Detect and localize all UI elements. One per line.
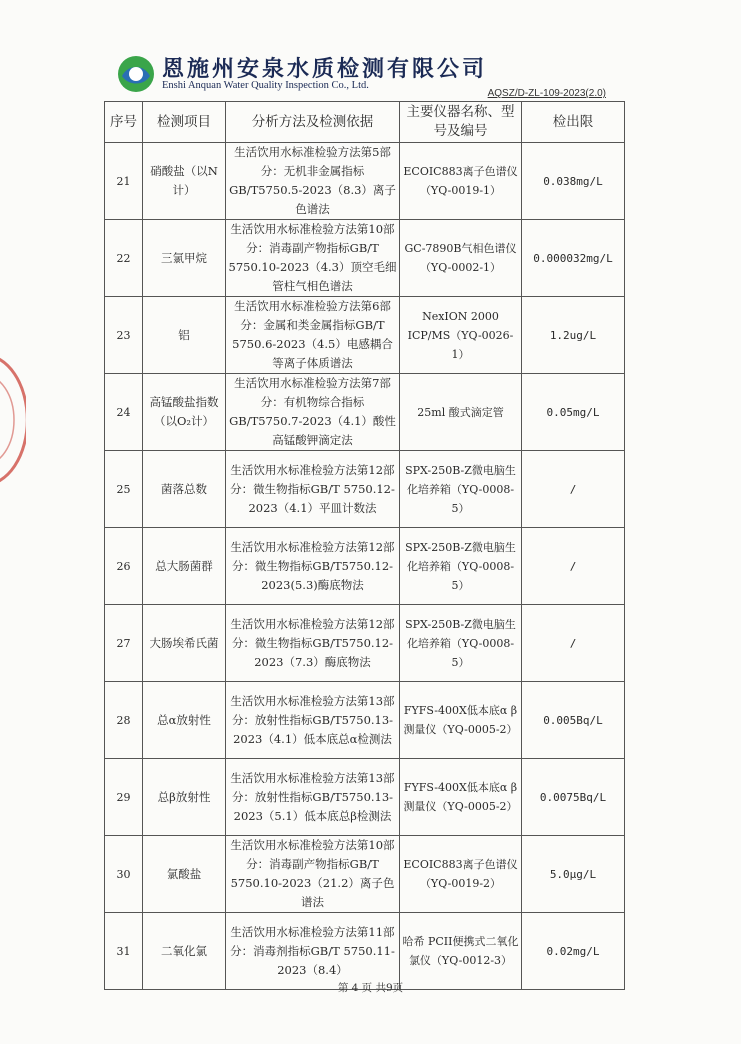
col-limit-header: 检出限 — [522, 102, 625, 143]
row-item: 二氧化氯 — [143, 913, 226, 990]
row-instrument: FYFS-400X低本底α β测量仪（YQ-0005-2） — [400, 682, 522, 759]
row-no: 21 — [105, 143, 143, 220]
row-limit: 0.038mg/L — [522, 143, 625, 220]
table-row — [105, 220, 625, 297]
col-instrument-header: 主要仪器名称、型号及编号 — [400, 102, 522, 143]
document-header — [116, 52, 626, 102]
row-instrument: SPX-250B-Z微电脑生化培养箱（YQ-0008-5） — [400, 605, 522, 682]
col-item-header: 检测项目 — [143, 102, 226, 143]
row-item: 总α放射性 — [143, 682, 226, 759]
table-row — [105, 451, 625, 528]
seal-stamp — [0, 345, 26, 495]
row-instrument: 哈希 PCII便携式二氧化氯仪（YQ-0012-3） — [400, 913, 522, 990]
document-code: AQSZ/D-ZL-109-2023(2.0) — [487, 88, 606, 99]
row-item: 铝 — [143, 297, 226, 374]
row-limit: / — [522, 451, 625, 528]
row-instrument: 25ml 酸式滴定管 — [400, 374, 522, 451]
row-no: 25 — [105, 451, 143, 528]
table-row — [105, 836, 625, 913]
row-method: 生活饮用水标准检验方法第11部分：消毒剂指标GB/T 5750.11-2023（8.4） — [226, 913, 400, 990]
row-limit: / — [522, 605, 625, 682]
row-no: 30 — [105, 836, 143, 913]
row-instrument: SPX-250B-Z微电脑生化培养箱（YQ-0008-5） — [400, 528, 522, 605]
row-no: 29 — [105, 759, 143, 836]
row-limit: 1.2ug/L — [522, 297, 625, 374]
table-row — [105, 374, 625, 451]
row-item: 总β放射性 — [143, 759, 226, 836]
row-instrument: ECOIC883离子色谱仪（YQ-0019-2） — [400, 836, 522, 913]
row-limit: / — [522, 528, 625, 605]
row-method: 生活饮用水标准检验方法第6部分：金属和类金属指标GB/T 5750.6-2023（4.5）电感耦合等离子体质谱法 — [226, 297, 400, 374]
table-row — [105, 682, 625, 759]
page-number: 第 4 页 共9页 — [337, 982, 404, 994]
row-method: 生活饮用水标准检验方法第12部分：微生物指标GB/T 5750.12-2023（4.1）平皿计数法 — [226, 451, 400, 528]
row-no: 28 — [105, 682, 143, 759]
row-limit: 0.005Bq/L — [522, 682, 625, 759]
col-no-header: 序号 — [105, 102, 143, 143]
row-no: 26 — [105, 528, 143, 605]
row-method: 生活饮用水标准检验方法第12部分：微生物指标GB/T5750.12-2023（7.3）酶底物法 — [226, 605, 400, 682]
row-method: 生活饮用水标准检验方法第5部分：无机非金属指标GB/T5750.5-2023（8.3）离子色谱法 — [226, 143, 400, 220]
row-instrument: NexION 2000 ICP/MS（YQ-0026-1） — [400, 297, 522, 374]
row-item: 氯酸盐 — [143, 836, 226, 913]
row-no: 24 — [105, 374, 143, 451]
row-instrument: GC-7890B气相色谱仪（YQ-0002-1） — [400, 220, 522, 297]
row-instrument: ECOIC883离子色谱仪（YQ-0019-1） — [400, 143, 522, 220]
row-method: 生活饮用水标准检验方法第13部分：放射性指标GB/T5750.13-2023（4.1）低本底总α检测法 — [226, 682, 400, 759]
company-name-cn: 恩施州安泉水质检测有限公司 — [162, 56, 488, 82]
row-item: 三氯甲烷 — [143, 220, 226, 297]
row-method: 生活饮用水标准检验方法第12部分：微生物指标GB/T5750.12-2023(5.3)酶底物法 — [226, 528, 400, 605]
row-method: 生活饮用水标准检验方法第10部分：消毒副产物指标GB/T 5750.10-2023（21.2）离子色谱法 — [226, 836, 400, 913]
table-row — [105, 605, 625, 682]
table-row — [105, 913, 625, 990]
row-item: 大肠埃希氏菌 — [143, 605, 226, 682]
row-limit: 5.0μg/L — [522, 836, 625, 913]
row-limit: 0.000032mg/L — [522, 220, 625, 297]
row-limit: 0.02mg/L — [522, 913, 625, 990]
row-instrument: SPX-250B-Z微电脑生化培养箱（YQ-0008-5） — [400, 451, 522, 528]
col-method-header: 分析方法及检测依据 — [226, 102, 400, 143]
row-item: 硝酸盐（以N计） — [143, 143, 226, 220]
row-method: 生活饮用水标准检验方法第13部分：放射性指标GB/T5750.13-2023（5.1）低本底总β检测法 — [226, 759, 400, 836]
table-row — [105, 297, 625, 374]
table-row — [105, 528, 625, 605]
company-logo-icon — [116, 54, 156, 94]
row-item: 总大肠菌群 — [143, 528, 226, 605]
table-header-row — [105, 102, 625, 143]
row-instrument: FYFS-400X低本底α β测量仪（YQ-0005-2） — [400, 759, 522, 836]
row-method: 生活饮用水标准检验方法第10部分：消毒副产物指标GB/T 5750.10-2023（4.3）顶空毛细管柱气相色谱法 — [226, 220, 400, 297]
company-name-en: Enshi Anquan Water Quality Inspection Co., Ltd. — [162, 80, 369, 91]
row-no: 31 — [105, 913, 143, 990]
method-table — [104, 101, 625, 990]
row-no: 22 — [105, 220, 143, 297]
table-row — [105, 759, 625, 836]
row-limit: 0.0075Bq/L — [522, 759, 625, 836]
row-no: 27 — [105, 605, 143, 682]
table-row — [105, 143, 625, 220]
row-item: 高锰酸盐指数（以O₂计） — [143, 374, 226, 451]
row-no: 23 — [105, 297, 143, 374]
row-item: 菌落总数 — [143, 451, 226, 528]
row-method: 生活饮用水标准检验方法第7部分：有机物综合指标GB/T5750.7-2023（4.1）酸性高锰酸钾滴定法 — [226, 374, 400, 451]
row-limit: 0.05mg/L — [522, 374, 625, 451]
